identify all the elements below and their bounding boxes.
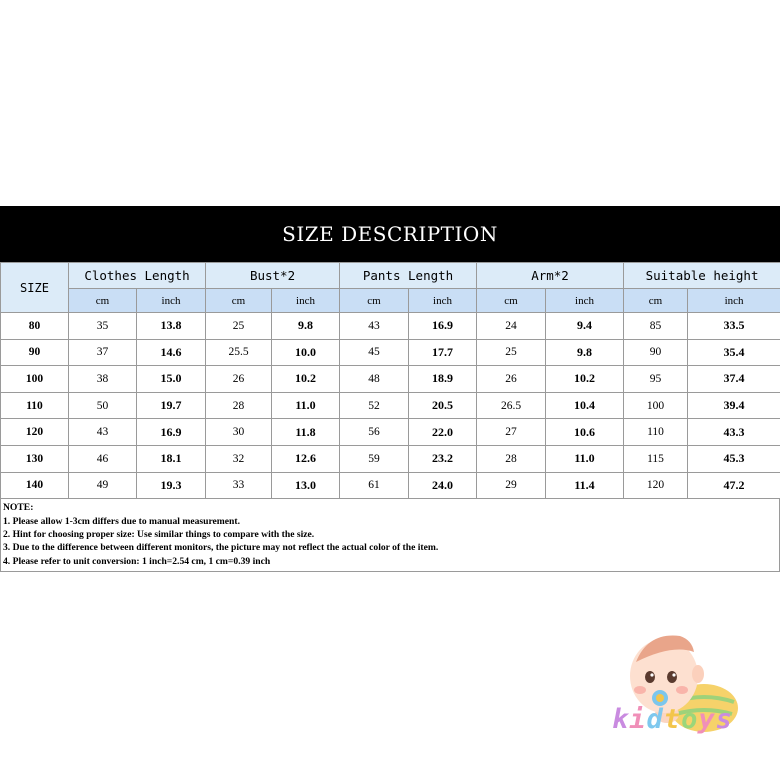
note-item: 1. Please allow 1-3cm differs due to manual measurement.: [3, 515, 240, 527]
group-header: Suitable height: [624, 263, 780, 289]
unit-header-inch: inch: [137, 289, 206, 313]
inch-value-cell: 20.5: [409, 392, 477, 419]
inch-value-cell: 18.1: [137, 445, 206, 472]
size-cell: 80: [1, 313, 69, 340]
group-header: Clothes Length: [69, 263, 206, 289]
unit-header-cm: cm: [340, 289, 409, 313]
cm-value-cell: 25: [206, 313, 272, 340]
kidtoys-logo-text: [612, 704, 772, 735]
inch-value-cell: 10.2: [546, 366, 624, 393]
cm-value-cell: 49: [69, 472, 137, 499]
note-heading: NOTE:: [3, 502, 34, 514]
inch-value-cell: 39.4: [688, 392, 780, 419]
inch-value-cell: 16.9: [137, 419, 206, 446]
logo-letter: k: [612, 704, 630, 735]
unit-header-cm: cm: [69, 289, 137, 313]
cm-value-cell: 29: [477, 472, 546, 499]
inch-value-cell: 23.2: [409, 445, 477, 472]
unit-header-inch: inch: [409, 289, 477, 313]
inch-value-cell: 35.4: [688, 339, 780, 366]
size-cell: 120: [1, 419, 69, 446]
inch-value-cell: 47.2: [688, 472, 780, 499]
inch-value-cell: 11.4: [546, 472, 624, 499]
group-header: Pants Length: [340, 263, 477, 289]
cm-value-cell: 24: [477, 313, 546, 340]
size-cell: 110: [1, 392, 69, 419]
group-header: Bust*2: [206, 263, 340, 289]
inch-value-cell: 19.7: [137, 392, 206, 419]
kidtoys-logo: [612, 622, 772, 752]
logo-letter: s: [715, 704, 733, 735]
cm-value-cell: 43: [69, 419, 137, 446]
cm-value-cell: 25.5: [206, 339, 272, 366]
logo-letter: y: [698, 704, 716, 735]
unit-header-inch: inch: [546, 289, 624, 313]
cm-value-cell: 45: [340, 339, 409, 366]
cm-value-cell: 59: [340, 445, 409, 472]
inch-value-cell: 17.7: [409, 339, 477, 366]
cm-value-cell: 26: [477, 366, 546, 393]
inch-value-cell: 15.0: [137, 366, 206, 393]
size-cell: 140: [1, 472, 69, 499]
inch-value-cell: 22.0: [409, 419, 477, 446]
cm-value-cell: 26: [206, 366, 272, 393]
cm-value-cell: 56: [340, 419, 409, 446]
group-header: Arm*2: [477, 263, 624, 289]
cm-value-cell: 61: [340, 472, 409, 499]
table-body: [1, 313, 780, 499]
cm-value-cell: 95: [624, 366, 688, 393]
cm-value-cell: 110: [624, 419, 688, 446]
cm-value-cell: 48: [340, 366, 409, 393]
inch-value-cell: 18.9: [409, 366, 477, 393]
cm-value-cell: 33: [206, 472, 272, 499]
cm-value-cell: 52: [340, 392, 409, 419]
cm-value-cell: 115: [624, 445, 688, 472]
inch-value-cell: 11.0: [272, 392, 340, 419]
logo-letter: i: [629, 704, 647, 735]
inch-value-cell: 10.4: [546, 392, 624, 419]
table-row: [1, 392, 780, 419]
table-row: [1, 366, 780, 393]
inch-value-cell: 19.3: [137, 472, 206, 499]
unit-header-row: [1, 289, 780, 313]
group-header-row: [1, 263, 780, 289]
cm-value-cell: 43: [340, 313, 409, 340]
cm-value-cell: 32: [206, 445, 272, 472]
cm-value-cell: 100: [624, 392, 688, 419]
cm-value-cell: 28: [477, 445, 546, 472]
note-item: 2. Hint for choosing proper size: Use similar things to compare with the size.: [3, 528, 315, 540]
logo-letter: t: [663, 704, 682, 735]
notes-section: [0, 499, 780, 572]
size-description-title: SIZE DESCRIPTION: [0, 206, 780, 262]
inch-value-cell: 10.0: [272, 339, 340, 366]
unit-header-cm: cm: [477, 289, 546, 313]
inch-value-cell: 9.8: [546, 339, 624, 366]
cm-value-cell: 37: [69, 339, 137, 366]
table-row: [1, 445, 780, 472]
inch-value-cell: 11.0: [546, 445, 624, 472]
inch-value-cell: 16.9: [409, 313, 477, 340]
inch-value-cell: 14.6: [137, 339, 206, 366]
inch-value-cell: 9.4: [546, 313, 624, 340]
inch-value-cell: 10.6: [546, 419, 624, 446]
size-header: SIZE: [1, 263, 69, 313]
unit-header-cm: cm: [624, 289, 688, 313]
size-cell: 90: [1, 339, 69, 366]
cm-value-cell: 27: [477, 419, 546, 446]
size-cell: 100: [1, 366, 69, 393]
cm-value-cell: 26.5: [477, 392, 546, 419]
cm-value-cell: 38: [69, 366, 137, 393]
table-row: [1, 472, 780, 499]
table-row: [1, 339, 780, 366]
cm-value-cell: 25: [477, 339, 546, 366]
inch-value-cell: 13.8: [137, 313, 206, 340]
inch-value-cell: 12.6: [272, 445, 340, 472]
size-table: [0, 262, 780, 499]
inch-value-cell: 13.0: [272, 472, 340, 499]
inch-value-cell: 9.8: [272, 313, 340, 340]
inch-value-cell: 33.5: [688, 313, 780, 340]
inch-value-cell: 24.0: [409, 472, 477, 499]
note-item: 4. Please refer to unit conversion: 1 inch=2.54 cm, 1 cm=0.39 inch: [3, 555, 271, 567]
logo-letter: o: [681, 704, 699, 735]
table-row: [1, 313, 780, 340]
inch-value-cell: 43.3: [688, 419, 780, 446]
unit-header-cm: cm: [206, 289, 272, 313]
inch-value-cell: 37.4: [688, 366, 780, 393]
cm-value-cell: 120: [624, 472, 688, 499]
cm-value-cell: 35: [69, 313, 137, 340]
logo-letter: d: [646, 704, 664, 735]
inch-value-cell: 10.2: [272, 366, 340, 393]
size-chart: [0, 206, 780, 572]
cm-value-cell: 46: [69, 445, 137, 472]
cm-value-cell: 30: [206, 419, 272, 446]
note-item: 3. Due to the difference between different monitors, the picture may not reflect the actual color of the item.: [3, 542, 439, 554]
cm-value-cell: 90: [624, 339, 688, 366]
size-cell: 130: [1, 445, 69, 472]
unit-header-inch: inch: [272, 289, 340, 313]
inch-value-cell: 45.3: [688, 445, 780, 472]
inch-value-cell: 11.8: [272, 419, 340, 446]
cm-value-cell: 85: [624, 313, 688, 340]
table-row: [1, 419, 780, 446]
cm-value-cell: 50: [69, 392, 137, 419]
unit-header-inch: inch: [688, 289, 780, 313]
cm-value-cell: 28: [206, 392, 272, 419]
